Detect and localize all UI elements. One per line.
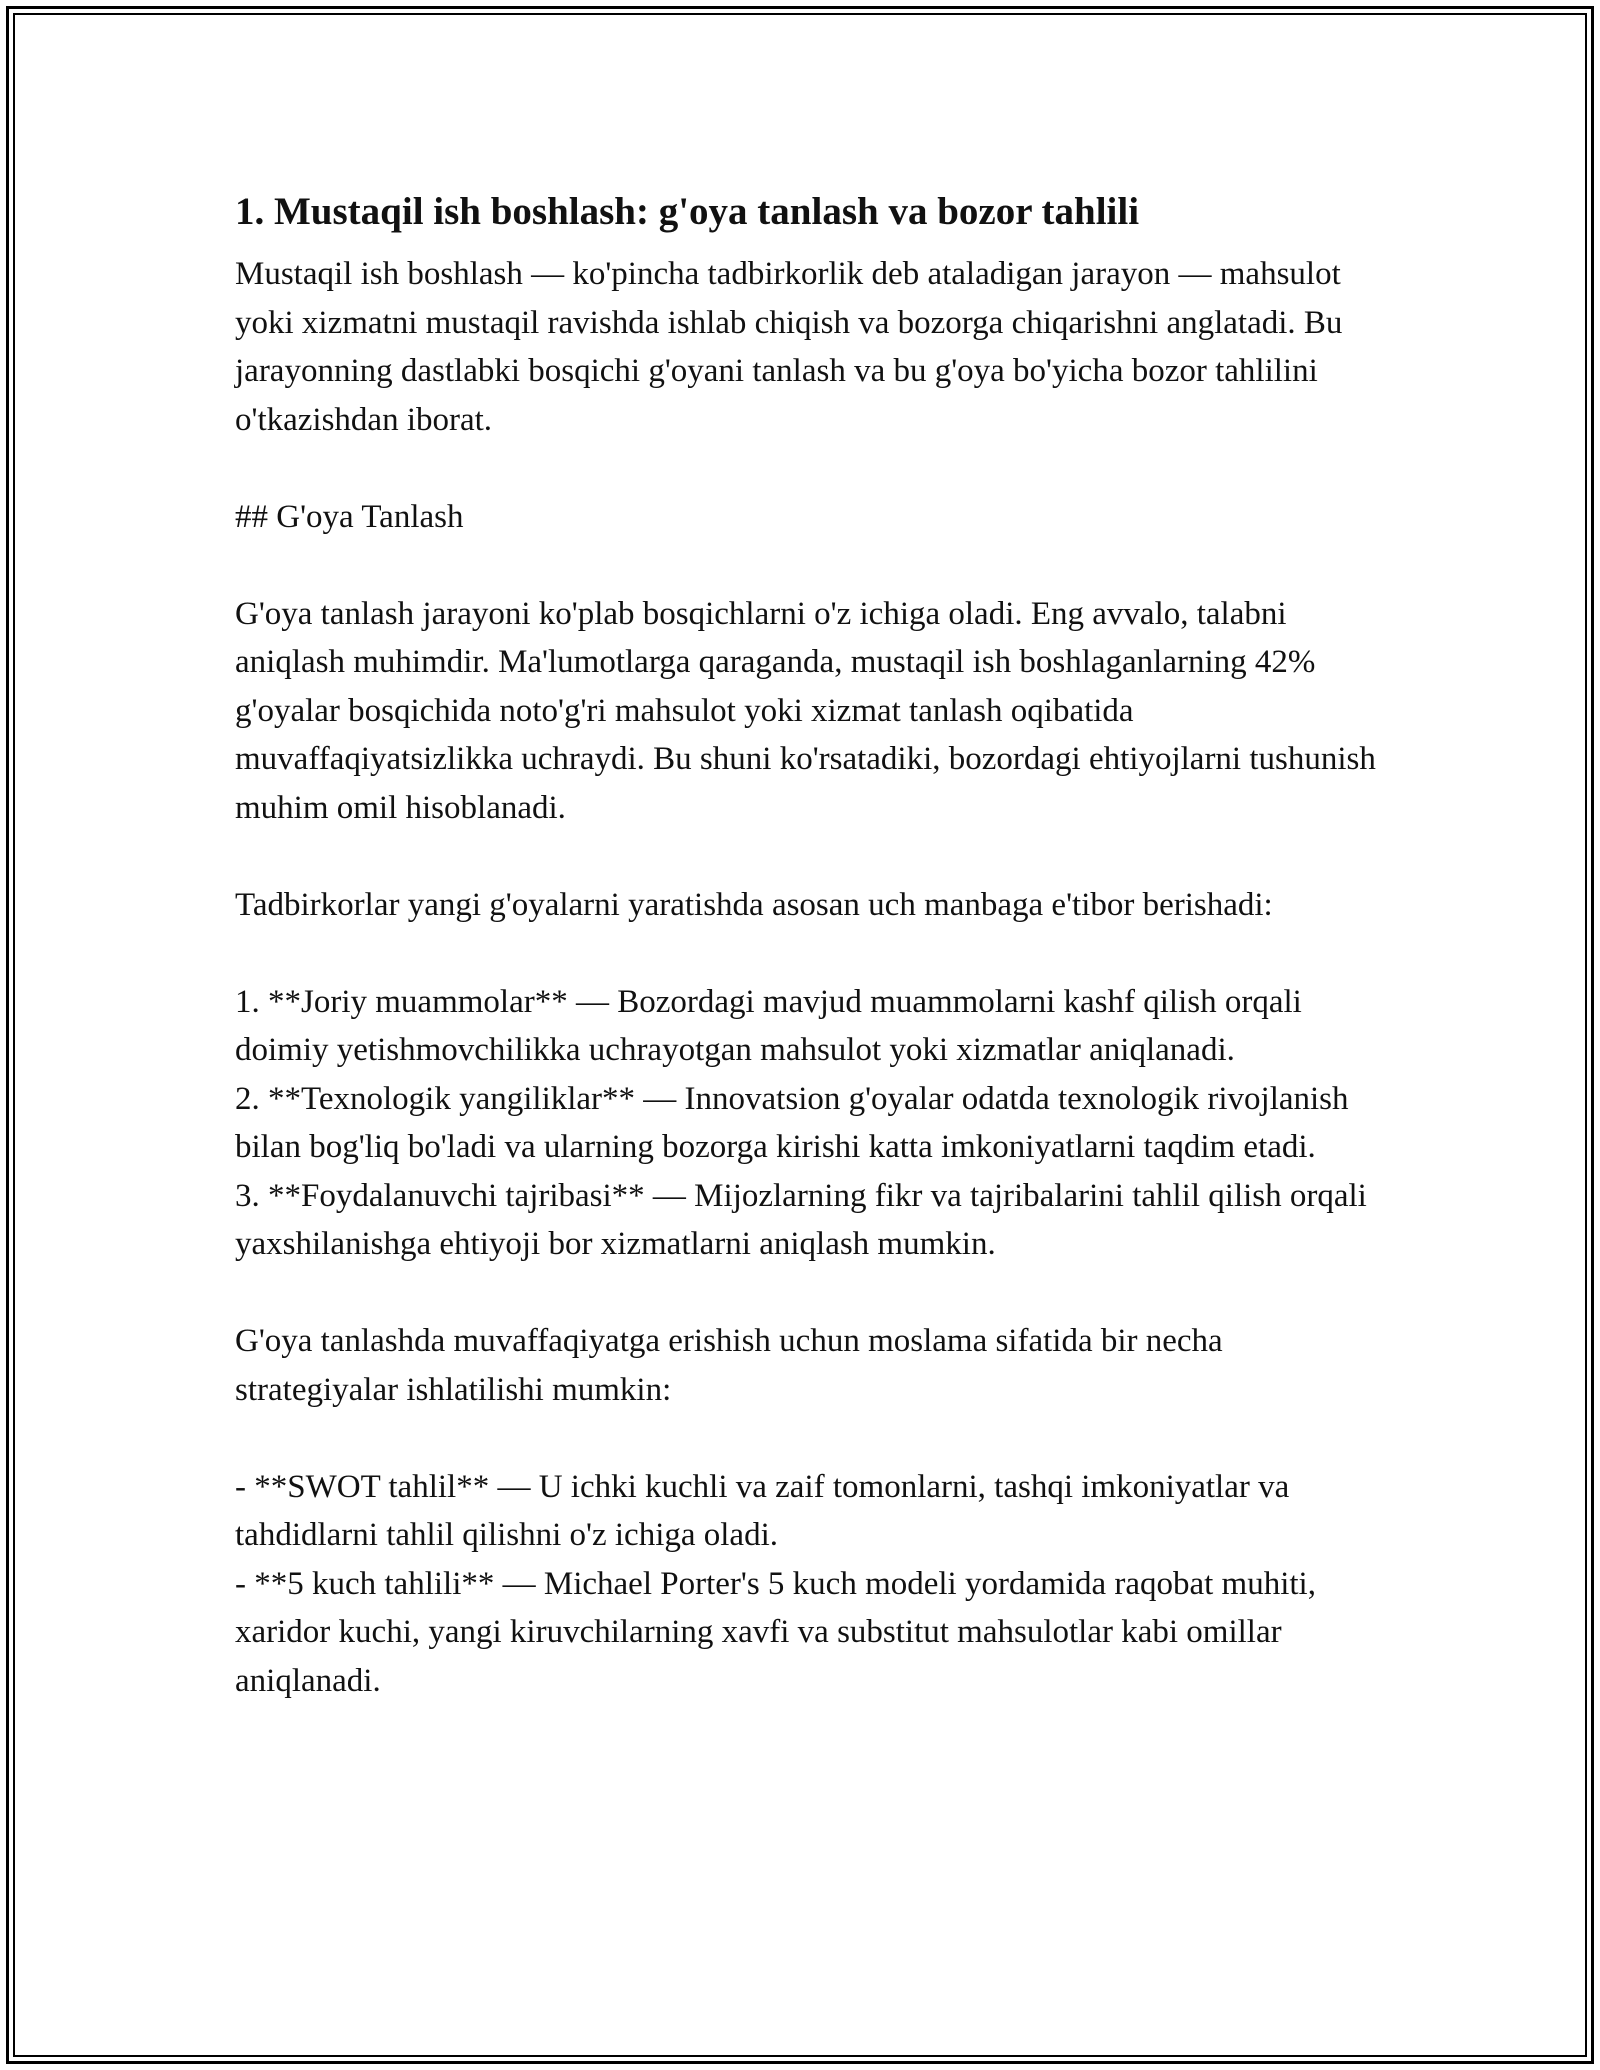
paragraph-gap [235,541,1385,590]
paragraph-gap [235,444,1385,493]
paragraph-gap [235,1269,1385,1318]
document-body [235,186,1385,1705]
numbered-list-item: 3. **Foydalanuvchi tajribasi** — Mijozlarning fikr va tajribalarini tahlil qilish orqali yaxshilanishga ehtiyoji bor xizmatlarni aniqlash mumkin. [235,1177,1367,1262]
section-heading: ## G'oya Tanlash [235,498,464,535]
intro-paragraph: Mustaqil ish boshlash — ko'pincha tadbirkorlik deb ataladigan jarayon — mahsulot yoki xizmatni mustaqil ravishda ishlab chiqish va bozorga chiqarishni anglatadi. Bu jarayonning dastlabki bosqichi g'oyani tanlash va bu g'oya bo'yicha bozor tahlilini o'tkazishdan iborat. [235,256,1343,438]
bullet-list-item: - **SWOT tahlil** — U ichki kuchli va zaif tomonlarni, tashqi imkoniyatlar va tahdidlarni tahlil qilishni o'z ichiga oladi. [235,1468,1290,1553]
paragraph-sources-intro: Tadbirkorlar yangi g'oyalarni yaratishda asosan uch manbaga e'tibor berishadi: [235,886,1273,923]
numbered-list-item: 1. **Joriy muammolar** — Bozordagi mavjud muammolarni kashf qilish orqali doimiy yetishmovchilikka uchrayotgan mahsulot yoki xizmatlar aniqlanadi. [235,983,1302,1068]
document-title: 1. Mustaqil ish boshlash: g'oya tanlash va bozor tahlili [235,190,1140,233]
paragraph-idea-selection: G'oya tanlash jarayoni ko'plab bosqichlarni o'z ichiga oladi. Eng avvalo, talabni aniqlash muhimdir. Ma'lumotlarga qaraganda, mustaqil ish boshlaganlarning 42% g'oyalar bosqichida noto'g'ri mahsulot yoki xizmat tanlash oqibatida muvaffaqiyatsizlikka uchraydi. Bu shuni ko'rsatadiki, bozordagi ehtiyojlarni tushunish muhim omil hisoblanadi. [235,595,1376,826]
paragraph-gap [235,832,1385,881]
paragraph-gap [235,929,1385,978]
numbered-list-item: 2. **Texnologik yangiliklar** — Innovatsion g'oyalar odatda texnologik rivojlanish bilan bog'liq bo'ladi va ularning bozorga kirishi katta imkoniyatlarni taqdim etadi. [235,1080,1349,1165]
bullet-list-item: - **5 kuch tahlili** — Michael Porter's 5 kuch modeli yordamida raqobat muhiti, xaridor kuchi, yangi kiruvchilarning xavfi va substitut mahsulotlar kabi omillar aniqlanadi. [235,1565,1316,1699]
paragraph-strategies-intro: G'oya tanlashda muvaffaqiyatga erishish uchun moslama sifatida bir necha strategiyalar ishlatilishi mumkin: [235,1323,1223,1408]
paragraph-gap [235,1414,1385,1463]
